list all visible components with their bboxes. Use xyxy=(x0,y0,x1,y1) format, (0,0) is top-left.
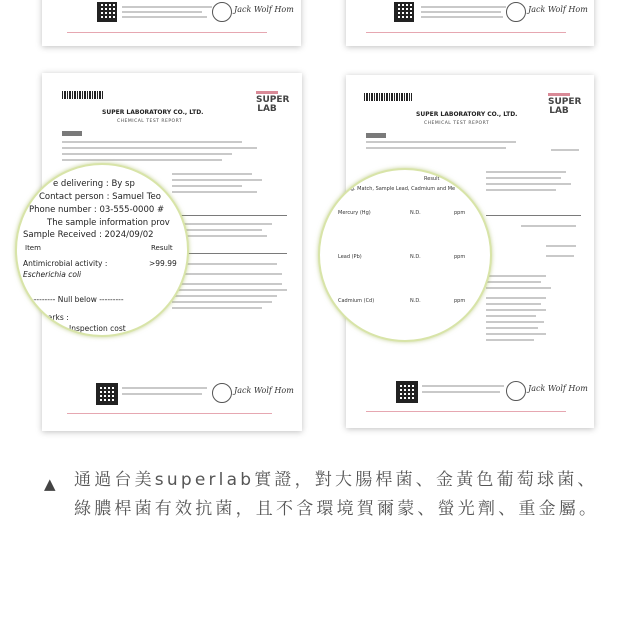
barcode xyxy=(364,93,412,101)
report-page-top-left xyxy=(42,0,301,46)
logo-text: SUPER LAB xyxy=(548,97,582,116)
logo-text: SUPER LAB xyxy=(256,95,290,114)
lab-subtitle: CHEMICAL TEST REPORT xyxy=(424,121,490,126)
magnified-result-header: Result xyxy=(151,244,173,252)
magnified-mercury: Mercury (Hg) xyxy=(338,210,371,216)
magnified-result-value: >99.99 xyxy=(149,259,177,268)
lab-subtitle: CHEMICAL TEST REPORT xyxy=(117,119,183,124)
magnified-delivery: e delivering : By sp xyxy=(53,179,135,189)
lab-logo xyxy=(548,93,582,127)
signature: Jack Wolf Hom xyxy=(528,384,588,393)
qr-code xyxy=(97,2,117,22)
certification-seal-icon xyxy=(212,383,232,403)
magnified-remarks: Remarks : xyxy=(31,313,69,322)
magnified-result-heading: Result xyxy=(424,176,440,182)
magnified-phone: Phone number : 03-555-0000 # xyxy=(29,205,165,215)
magnified-lead: Lead (Pb) xyxy=(338,254,362,260)
certification-seal-icon xyxy=(212,2,232,22)
magnified-lead-unit: ppm xyxy=(454,254,466,260)
signature: Jack Wolf Hom xyxy=(528,5,588,14)
magnified-mercury-unit: ppm xyxy=(454,210,466,216)
qr-code xyxy=(396,381,418,403)
magnified-species: Escherichia coli xyxy=(23,270,82,279)
signature: Jack Wolf Hom xyxy=(234,5,294,14)
magnified-antimicrobial: Antimicrobial activity : xyxy=(23,259,108,268)
magnified-sample-info: The sample information prov xyxy=(47,218,170,228)
magnified-cadmium-result: N.D. xyxy=(410,298,421,304)
certification-seal-icon xyxy=(506,381,526,401)
magnified-inspection-cost: Inspection cost xyxy=(69,324,126,333)
certification-seal-icon xyxy=(506,2,526,22)
lab-name: SUPER LABORATORY CO., LTD. xyxy=(416,111,518,118)
magnifier-left xyxy=(15,163,189,337)
triangle-up-icon: ▲ xyxy=(44,475,59,493)
magnified-item-header: Item xyxy=(25,244,41,252)
magnified-mercury-result: N.D. xyxy=(410,210,421,216)
barcode xyxy=(62,91,104,99)
magnified-null-below: --------- Null below --------- xyxy=(31,295,124,304)
magnified-contact: Contact person : Samuel Teo xyxy=(39,192,161,202)
magnified-lead-result: N.D. xyxy=(410,254,421,260)
qr-code xyxy=(394,2,414,22)
caption-text: 通過台美superlab實證，對大腸桿菌、金黃色葡萄球菌、綠膿桿菌有效抗菌，且不含環境賀爾蒙、螢光劑、重金屬。 xyxy=(74,470,600,519)
magnifier-right xyxy=(318,168,492,342)
signature: Jack Wolf Hom xyxy=(234,386,294,395)
magnified-sample-received: Sample Received : 2024/09/02 xyxy=(23,230,154,240)
qr-code xyxy=(96,383,118,405)
caption xyxy=(44,466,604,524)
magnified-cadmium-unit: ppm xyxy=(454,298,466,304)
lab-logo xyxy=(256,91,290,125)
magnified-cadmium: Cadmium (Cd) xyxy=(338,298,375,304)
magnified-test-items: Lg. Match, Sample Lead, Cadmium and Me xyxy=(348,186,456,192)
lab-name: SUPER LABORATORY CO., LTD. xyxy=(102,109,204,116)
report-page-top-right xyxy=(346,0,594,46)
